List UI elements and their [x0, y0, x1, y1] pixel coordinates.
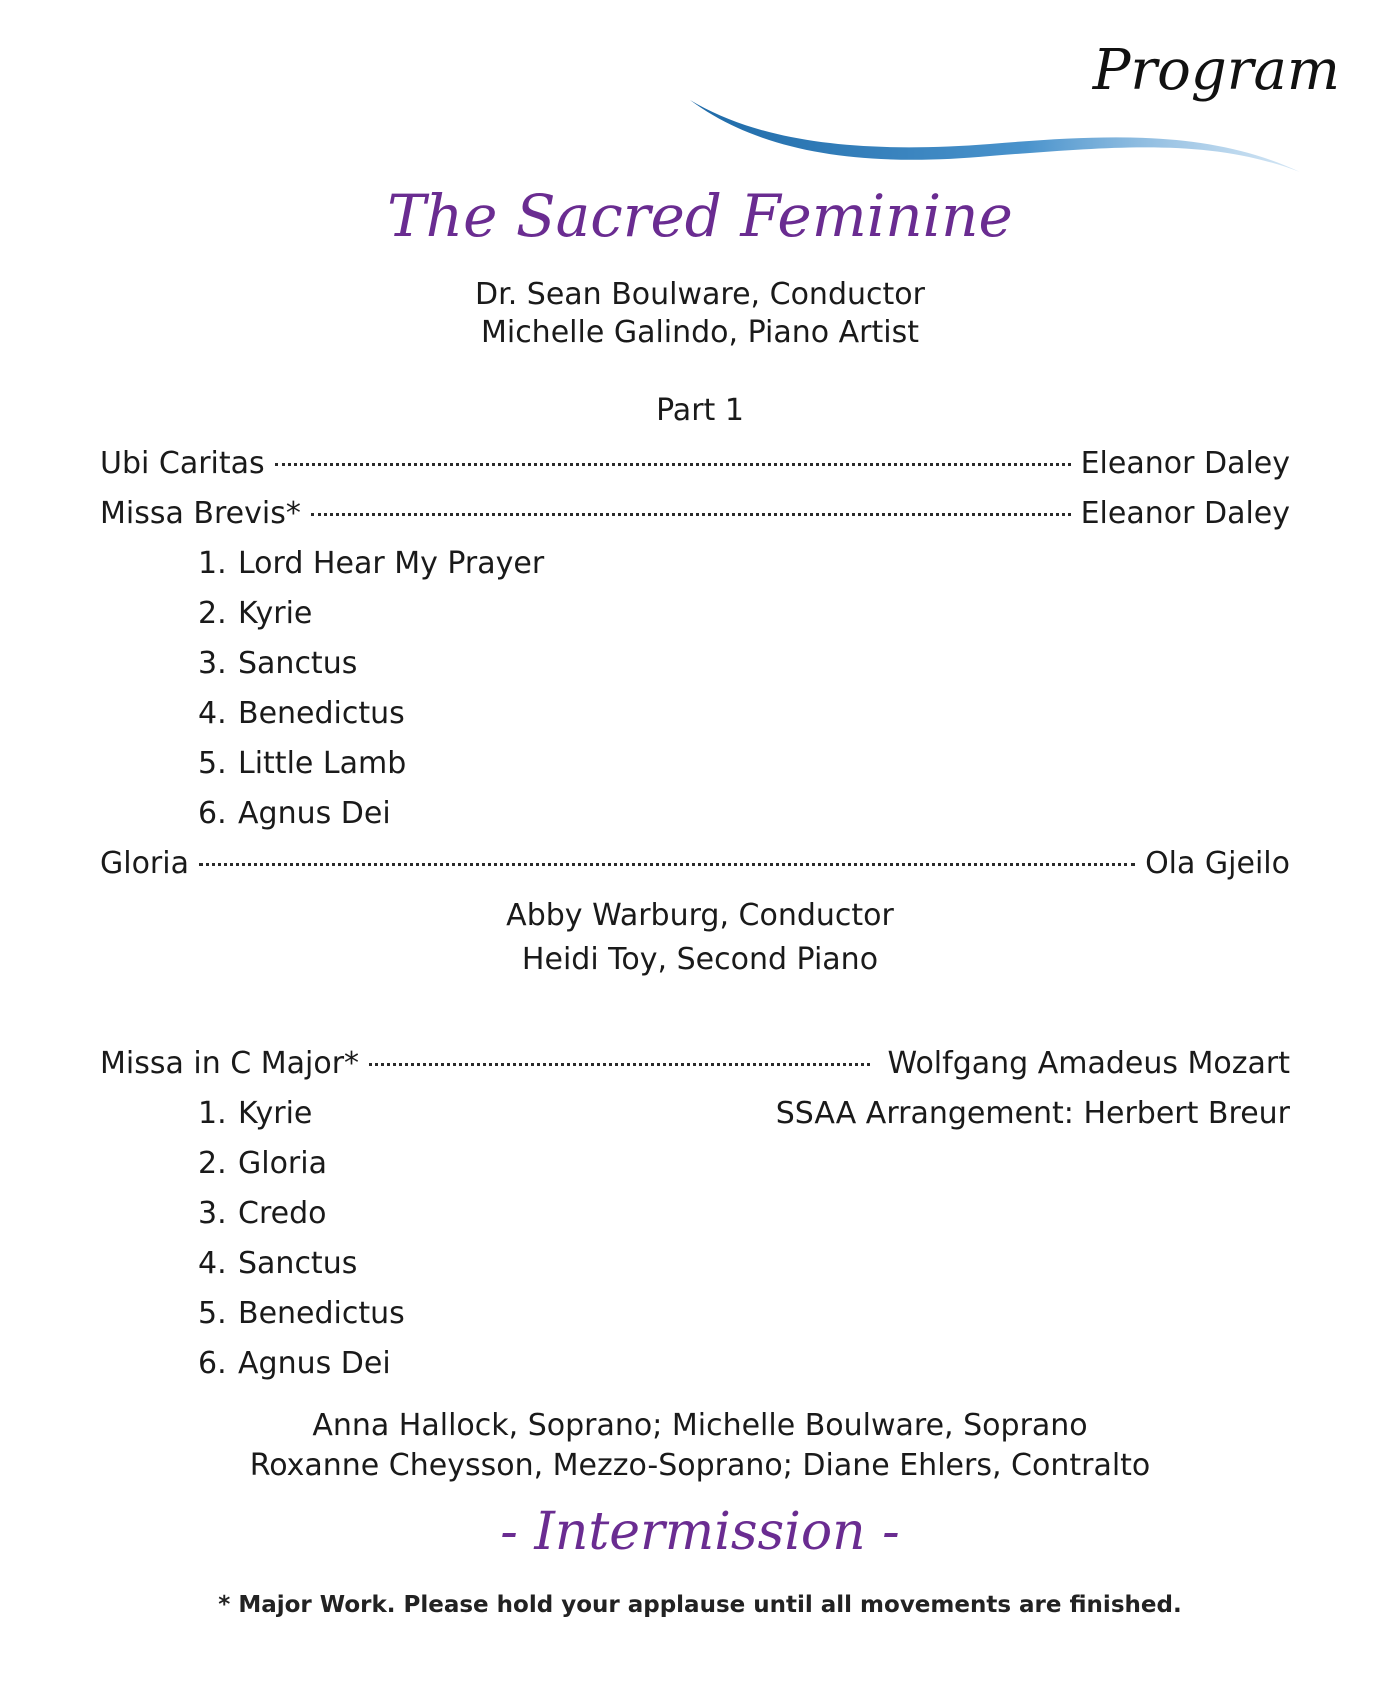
conductor-credit: Dr. Sean Boulware, Conductor: [475, 277, 925, 312]
part-1-heading: Part 1: [656, 393, 744, 428]
decorative-wave: [690, 92, 1310, 182]
movement-item: 1. Kyrie: [198, 1096, 313, 1131]
arrangement-credit: SSAA Arrangement: Herbert Breur: [775, 1096, 1290, 1131]
movement-item: 5. Little Lamb: [198, 746, 407, 781]
movement-item: 5. Benedictus: [198, 1296, 405, 1331]
program-item-missa-in-c-major: [100, 1044, 1290, 1084]
conductor-credit-2: Abby Warburg, Conductor: [506, 898, 894, 933]
composer-name: Eleanor Daley: [1080, 446, 1290, 481]
major-work-footnote: * Major Work. Please hold your applause until all movements are finished.: [218, 1592, 1182, 1618]
program-item-missa-brevis: [100, 494, 1290, 534]
movement-item: 3. Credo: [198, 1196, 327, 1231]
composer-name: Eleanor Daley: [1080, 496, 1290, 531]
movement-item: 2. Gloria: [198, 1146, 327, 1181]
dot-leader: [199, 863, 1135, 866]
work-title: Missa Brevis*: [100, 496, 301, 531]
work-title: Gloria: [100, 846, 189, 881]
dot-leader: [275, 463, 1071, 466]
movement-item: 6. Agnus Dei: [198, 796, 391, 831]
program-label: Program: [1092, 38, 1340, 103]
program-item-ubi-caritas: [100, 444, 1290, 484]
movement-item: 2. Kyrie: [198, 596, 313, 631]
movement-item: 3. Sanctus: [198, 646, 358, 681]
work-title: Missa in C Major*: [100, 1046, 360, 1081]
composer-name: Wolfgang Amadeus Mozart: [887, 1046, 1290, 1081]
dot-leader: [369, 1063, 869, 1066]
soloists-line-2: Roxanne Cheysson, Mezzo-Soprano; Diane Ehlers, Contralto: [249, 1448, 1151, 1483]
soloists-line-1: Anna Hallock, Soprano; Michelle Boulware, Soprano: [312, 1408, 1088, 1443]
concert-title: The Sacred Feminine: [387, 182, 1013, 250]
dot-leader: [311, 513, 1071, 516]
movement-item: 4. Sanctus: [198, 1246, 358, 1281]
intermission-heading: - Intermission -: [500, 1502, 900, 1562]
movement-item: 4. Benedictus: [198, 696, 405, 731]
work-title: Ubi Caritas: [100, 446, 265, 481]
composer-name: Ola Gjeilo: [1145, 846, 1290, 881]
piano-artist-credit: Michelle Galindo, Piano Artist: [480, 315, 920, 350]
program-item-gloria: [100, 844, 1290, 884]
movement-item: 6. Agnus Dei: [198, 1346, 391, 1381]
movement-item: 1. Lord Hear My Prayer: [198, 546, 545, 581]
second-piano-credit: Heidi Toy, Second Piano: [521, 942, 879, 977]
